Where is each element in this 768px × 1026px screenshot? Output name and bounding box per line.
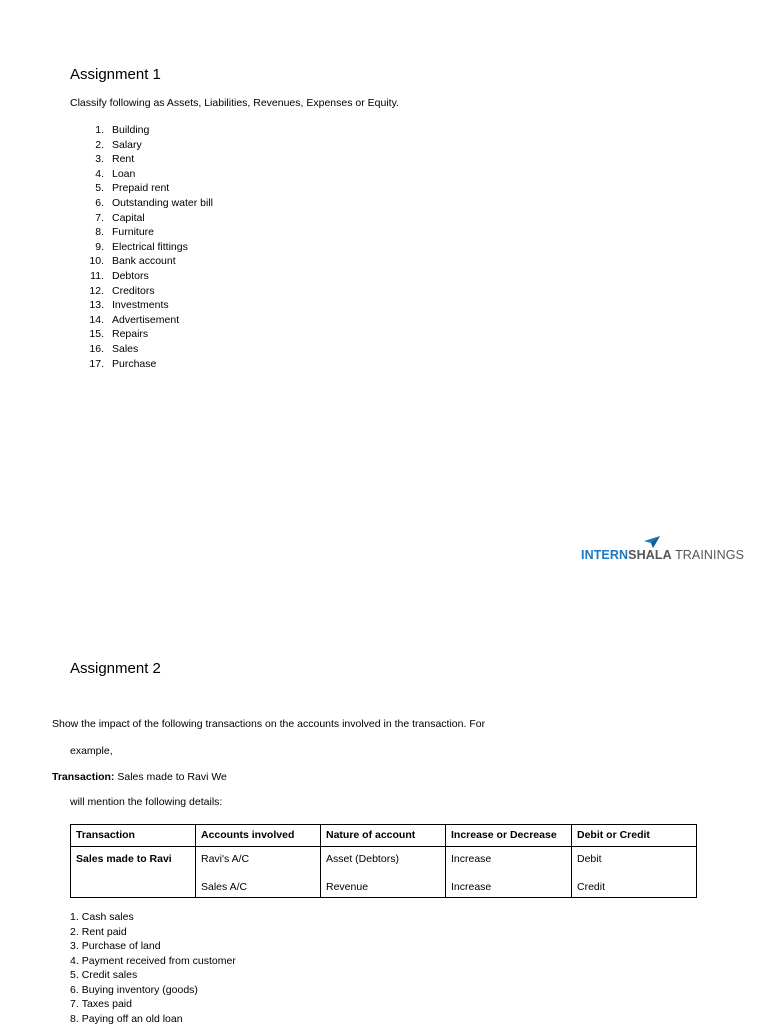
- list-item-number: 2.: [80, 138, 104, 153]
- list-item-text: Rent: [112, 153, 134, 165]
- logo-intern-text: INTERN: [581, 548, 628, 562]
- cell-line: Sales A/C: [201, 874, 315, 897]
- list-item-text: Outstanding water bill: [112, 197, 213, 209]
- assignment-2-list: [70, 910, 236, 1026]
- assignment-2-title: Assignment 2: [70, 660, 161, 677]
- list-item: [80, 254, 213, 269]
- list-item-number: 4.: [80, 167, 104, 182]
- list-item-text: Investments: [112, 299, 169, 311]
- list-item: [70, 939, 236, 954]
- list-item-number: 9.: [80, 240, 104, 255]
- list-item: [80, 167, 213, 182]
- table-header-row: [71, 825, 697, 847]
- table-row: [71, 847, 697, 898]
- list-item-number: 7.: [80, 211, 104, 226]
- table-header-cell: Transaction: [71, 825, 196, 847]
- list-item: [80, 327, 213, 342]
- list-item-text: Purchase of land: [82, 940, 161, 952]
- cell-line: Sales made to Ravi: [76, 847, 190, 874]
- list-item: [80, 152, 213, 167]
- list-item-text: Payment received from customer: [82, 955, 236, 967]
- list-item-number: 7.: [70, 998, 79, 1010]
- list-item-number: 6.: [80, 196, 104, 211]
- list-item-text: Loan: [112, 168, 135, 180]
- list-item: [80, 225, 213, 240]
- list-item-text: Cash sales: [82, 911, 134, 923]
- list-item-text: Furniture: [112, 226, 154, 238]
- cell-line: Ravi's A/C: [201, 847, 315, 874]
- list-item-number: 8.: [80, 225, 104, 240]
- list-item-text: Creditors: [112, 285, 155, 297]
- details-line: will mention the following details:: [70, 795, 222, 809]
- list-item: [70, 925, 236, 940]
- list-item-number: 5.: [80, 181, 104, 196]
- list-item: [80, 342, 213, 357]
- list-item-number: 1.: [70, 911, 79, 923]
- list-item-text: Taxes paid: [82, 998, 132, 1010]
- logo-trainings-text: TRAININGS: [675, 548, 744, 562]
- list-item-number: 13.: [80, 298, 104, 313]
- transaction-example-line: [52, 770, 227, 784]
- cell-line: Increase: [451, 874, 566, 897]
- list-item-text: Building: [112, 124, 149, 136]
- assignment-2-intro-line-1: Show the impact of the following transactions on the accounts involved in the transaction. For: [52, 717, 485, 731]
- list-item: [70, 997, 236, 1012]
- list-item-text: Rent paid: [82, 926, 127, 938]
- table-cell-nature: [321, 847, 446, 898]
- assignment-1-list: [80, 123, 213, 371]
- list-item: [80, 298, 213, 313]
- list-item: [80, 211, 213, 226]
- table-cell-accounts: [196, 847, 321, 898]
- table-cell-debit-credit: [572, 847, 697, 898]
- list-item: [70, 968, 236, 983]
- list-item-text: Repairs: [112, 328, 148, 340]
- table-header-cell: Nature of account: [321, 825, 446, 847]
- list-item-number: 6.: [70, 984, 79, 996]
- list-item: [70, 983, 236, 998]
- list-item-number: 16.: [80, 342, 104, 357]
- cell-line: Increase: [451, 847, 566, 874]
- list-item-text: Bank account: [112, 255, 176, 267]
- assignment-2-intro-line-2: example,: [70, 744, 113, 758]
- list-item-number: 5.: [70, 969, 79, 981]
- list-item-text: Credit sales: [82, 969, 137, 981]
- list-item-text: Paying off an old loan: [82, 1013, 183, 1025]
- list-item: [80, 123, 213, 138]
- list-item: [80, 196, 213, 211]
- list-item-number: 8.: [70, 1013, 79, 1025]
- list-item: [80, 181, 213, 196]
- list-item: [70, 954, 236, 969]
- list-item-text: Purchase: [112, 358, 156, 370]
- list-item-number: 15.: [80, 327, 104, 342]
- cell-line: Revenue: [326, 874, 440, 897]
- list-item-number: 3.: [70, 940, 79, 952]
- table-header-cell: Increase or Decrease: [446, 825, 572, 847]
- list-item-number: 1.: [80, 123, 104, 138]
- list-item-number: 14.: [80, 313, 104, 328]
- list-item-text: Electrical fittings: [112, 241, 188, 253]
- list-item-text: Sales: [112, 343, 138, 355]
- list-item-text: Prepaid rent: [112, 182, 169, 194]
- transaction-table: [70, 824, 697, 898]
- list-item-text: Debtors: [112, 270, 149, 282]
- transaction-text: Sales made to Ravi We: [117, 771, 227, 783]
- table-header-cell: Debit or Credit: [572, 825, 697, 847]
- list-item-number: 10.: [80, 254, 104, 269]
- logo-shala-text: SHALA: [628, 548, 672, 562]
- list-item-number: 3.: [80, 152, 104, 167]
- list-item: [80, 240, 213, 255]
- transaction-label: Transaction:: [52, 771, 114, 783]
- list-item: [80, 269, 213, 284]
- list-item: [80, 313, 213, 328]
- list-item: [80, 138, 213, 153]
- list-item: [70, 910, 236, 925]
- assignment-1-title: Assignment 1: [70, 66, 161, 83]
- list-item-number: 11.: [80, 269, 104, 284]
- list-item-number: 4.: [70, 955, 79, 967]
- list-item: [80, 284, 213, 299]
- list-item-number: 2.: [70, 926, 79, 938]
- table-cell-transaction: [71, 847, 196, 898]
- cell-line: Debit: [577, 847, 691, 874]
- paper-plane-icon: [644, 536, 660, 548]
- list-item-number: 17.: [80, 357, 104, 372]
- assignment-1-instruction: Classify following as Assets, Liabilities, Revenues, Expenses or Equity.: [70, 96, 399, 110]
- cell-line: Asset (Debtors): [326, 847, 440, 874]
- table-cell-change: [446, 847, 572, 898]
- list-item: [80, 357, 213, 372]
- list-item-text: Advertisement: [112, 314, 179, 326]
- list-item-text: Buying inventory (goods): [82, 984, 198, 996]
- cell-line: Credit: [577, 874, 691, 897]
- list-item-text: Salary: [112, 139, 142, 151]
- list-item-text: Capital: [112, 212, 145, 224]
- list-item-number: 12.: [80, 284, 104, 299]
- table-header-cell: Accounts involved: [196, 825, 321, 847]
